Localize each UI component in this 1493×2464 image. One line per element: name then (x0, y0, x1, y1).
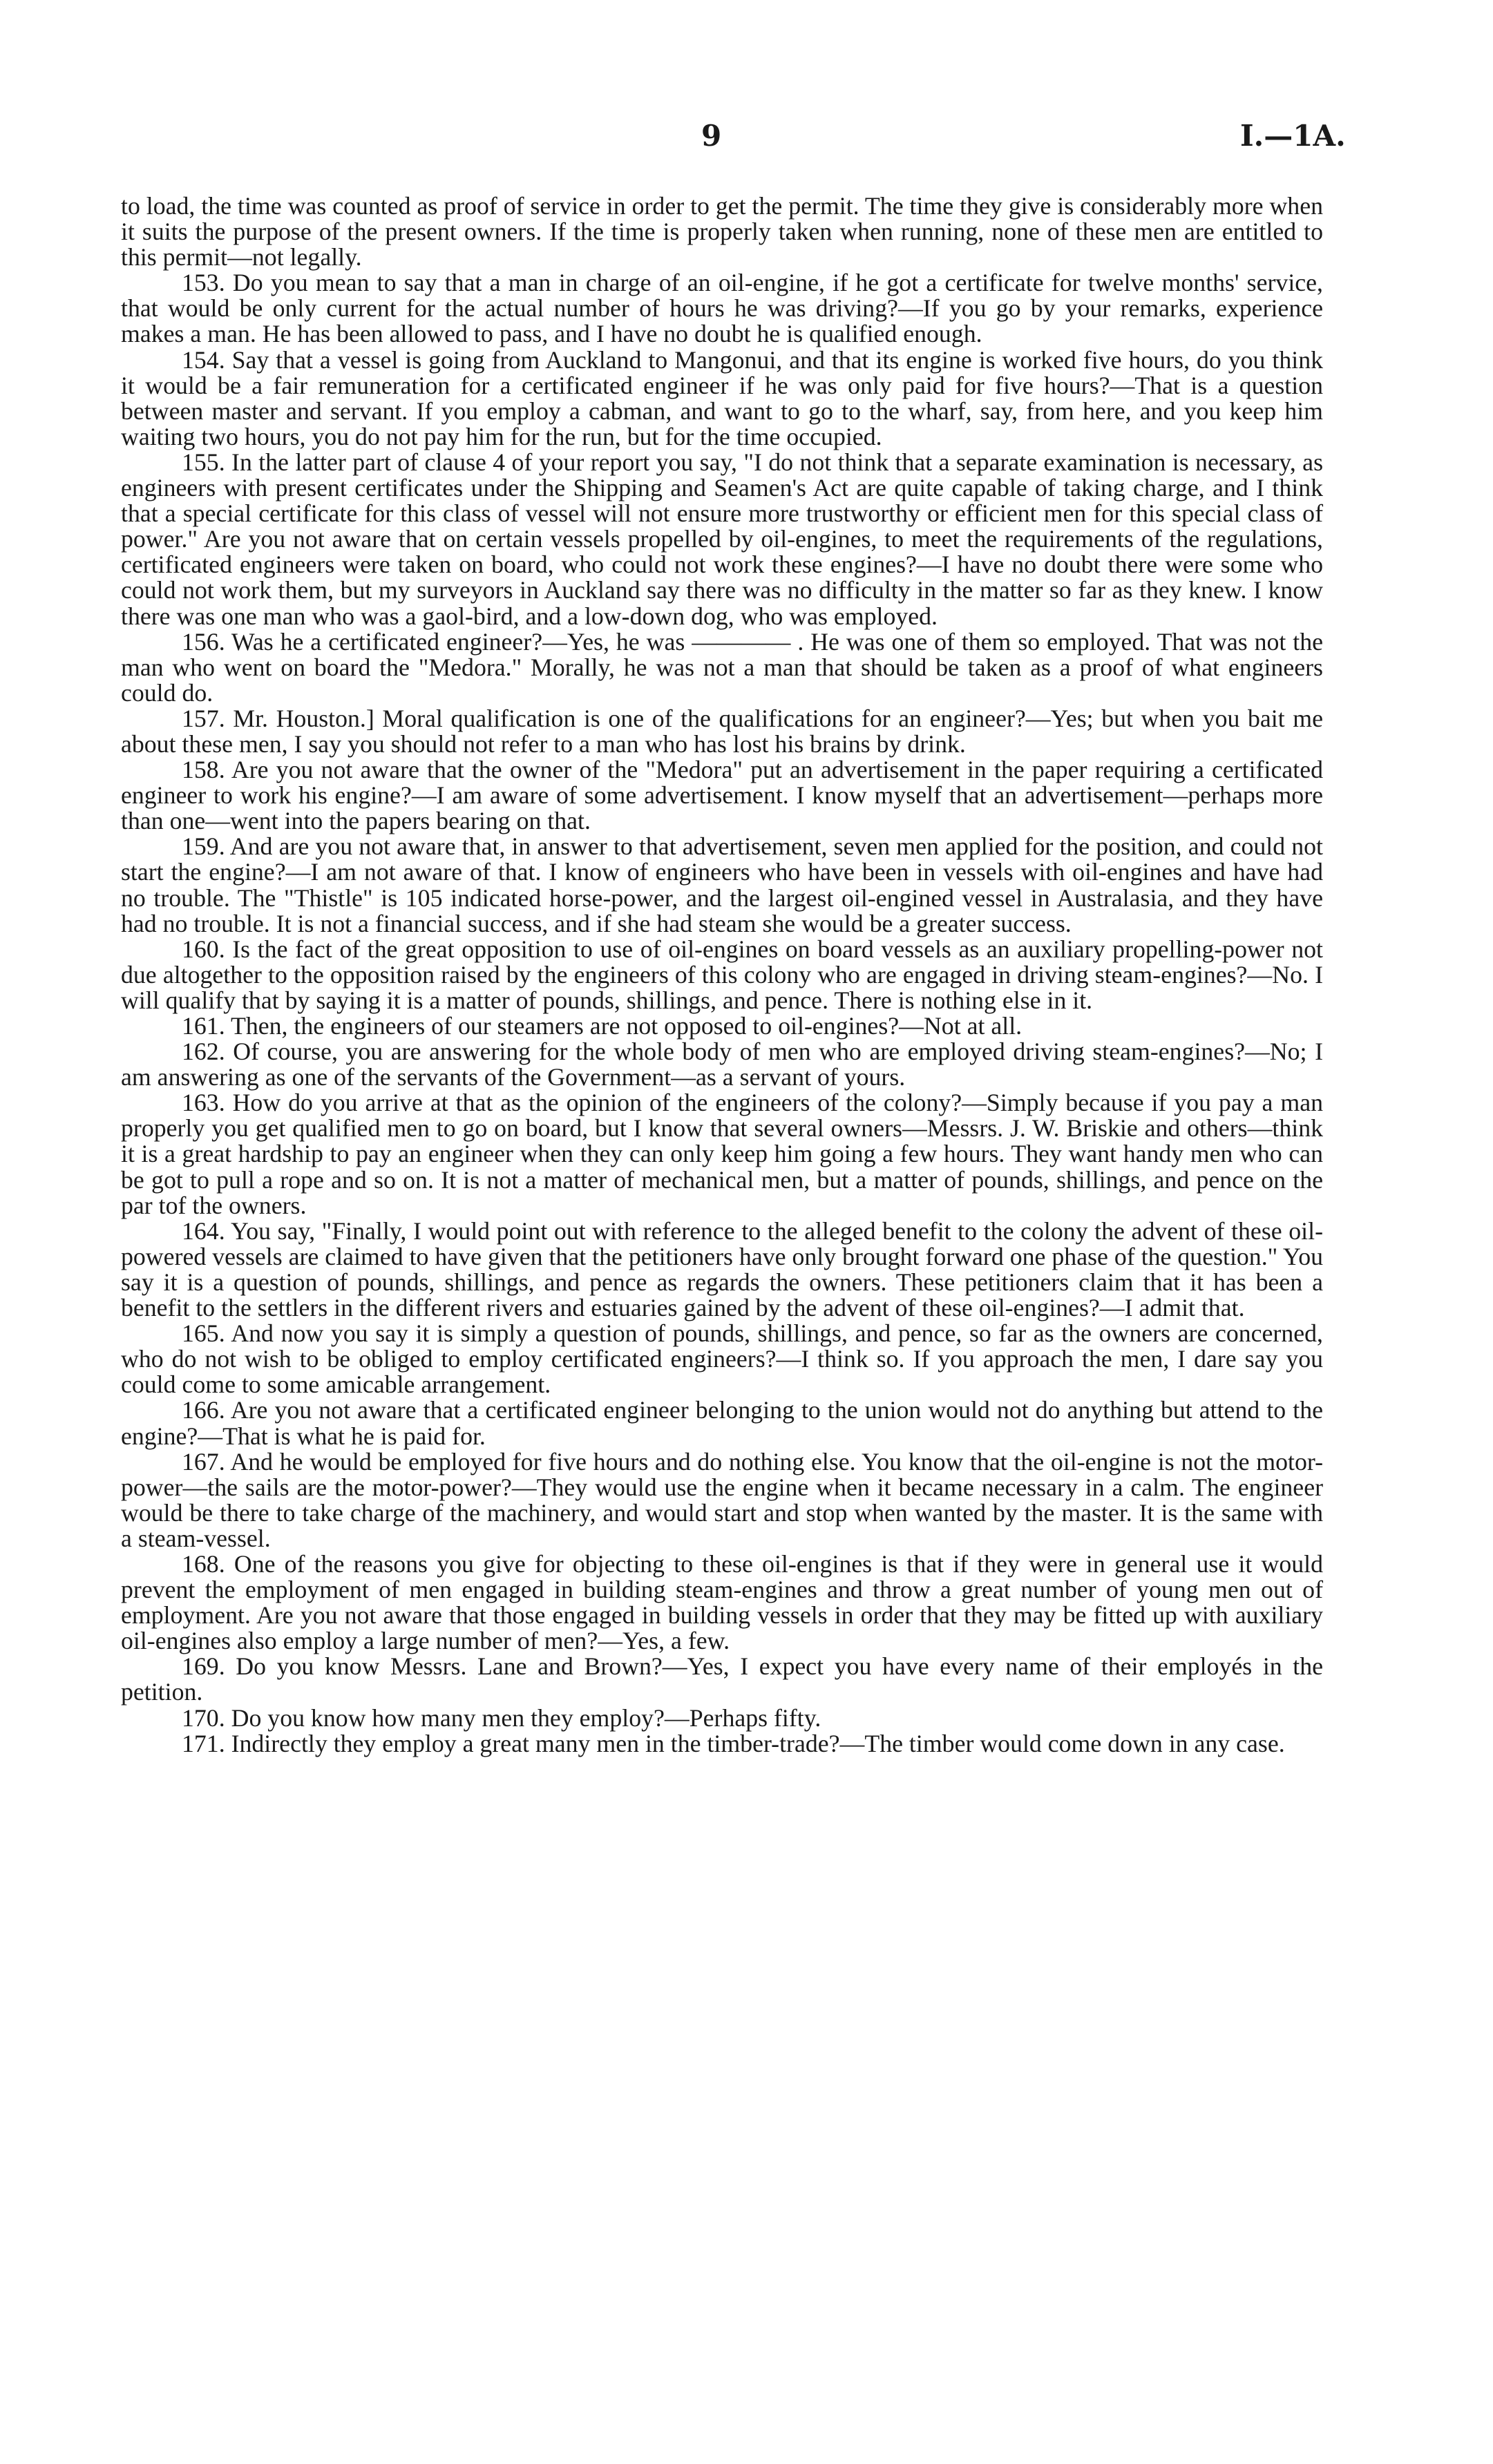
paragraph-164: 164. You say, "Finally, I would point out with reference to the alleged benefit to the colony the advent of these oil-powered vessels are claimed to have given that the petitioners have only brought forward one phase of the question." You say it is a question of pounds, shillings, and pence as regards the owners. These petitioners claim that it has been a benefit to the settlers in the different rivers and estuaries gained by the advent of these oil-engines?—I admit that. (121, 1216, 1323, 1322)
paragraph-160: 160. Is the fact of the great opposition to use of oil-engines on board vessels as an auxiliary propelling-power not due altogether to the opposition raised by the engineers of this colony who are engaged in driving steam-engines?—No. I will qualify that by saying it is a matter of pounds, shillings, and pence. There is nothing else in it. (121, 935, 1323, 1014)
paragraph-171: 171. Indirectly they employ a great many men in the timber-trade?—The timber would come down in any case. (182, 1729, 1285, 1757)
paragraph-168: 168. One of the reasons you give for objecting to these oil-engines is that if they were in general use it would prevent the employment of men engaged in building steam-engines and throw a great number of young men out of employment. Are you not aware that those engaged in building vessels in order that they may be fitted up with auxiliary oil-engines also employ a large number of men?—Yes, a few. (121, 1549, 1323, 1655)
paragraph-154: 154. Say that a vessel is going from Auckland to Mangonui, and that its engine is worked five hours, do you think it would be a fair remuneration for a certificated engineer if he was only paid for five hours?—That is a question between master and servant. If you employ a cabman, and want to go to the wharf, say, from here, and you keep him waiting two hours, you do not pay him for the run, but for the time occupied. (121, 345, 1323, 450)
paragraph-153: 153. Do you mean to say that a man in charge of an oil-engine, if he got a certificate for twelve months' service, that would be only current for the actual number of hours he was driving?—If you go by your remarks, experience makes a man. He has been allowed to pass, and I have no doubt he is qualified enough. (121, 269, 1323, 348)
paragraph-167: 167. And he would be employed for five hours and do nothing else. You know that the oil-engine is not the motor-power—the sails are the motor-power?—They would use the engine when it became necessary in a calm. The engineer would be there to take charge of the machinery, and would start and stop when wanted by the master. It is the same with a steam-vessel. (121, 1447, 1323, 1552)
paragraph-continuation: to load, the time was counted as proof of service in order to get the permit. The time they give is considerably more when it suits the purpose of the present owners. If the time is properly taken when running, none of these men are entitled to this permit—not legally. (121, 192, 1323, 271)
paragraph-170: 170. Do you know how many men they employ?—Perhaps fifty. (182, 1703, 821, 1732)
paragraph-162: 162. Of course, you are answering for the whole body of men who are employed driving steam-engines?—No; I am answering as one of the servants of the Government—as a servant of yours. (121, 1038, 1323, 1091)
paragraph-158: 158. Are you not aware that the owner of the "Medora" put an advertisement in the paper requiring a certificated engineer to work his engine?—I am aware of some advertisement. I know myself that an advertisement—perhaps more than one—went into the papers bearing on that. (121, 756, 1323, 835)
paragraph-157: 157. Mr. Houston.] Moral qualification is one of the qualifications for an engineer?—Yes; but when you bait me about these men, I say you should not refer to a man who has lost his brains by drink. (121, 704, 1323, 758)
paragraph-156: 156. Was he a certificated engineer?—Yes, he was ———— . He was one of them so employed. That was not the man who went on board the "Medora." Morally, he was not a man that should be taken as a proof of what engineers could do. (121, 627, 1323, 707)
paragraph-163: 163. How do you arrive at that as the opinion of the engineers of the colony?—Simply because if you pay a man properly you get qualified men to go on board, but I know that several owners—Messrs. J. W. Briskie and others—think it is a great hardship to pay an engineer when they can only keep him going a few hours. They want handy men who can be got to pull a rope and so on. It is not a matter of mechanical men, but a matter of pounds, shillings, and pence on the par tof the owners. (121, 1089, 1323, 1219)
paragraph-166: 166. Are you not aware that a certificated engineer belonging to the union would not do anything but attend to the engine?—That is what he is paid for. (121, 1396, 1323, 1450)
paragraph-169: 169. Do you know Messrs. Lane and Brown?—Yes, I expect you have every name of their employés in the petition. (121, 1652, 1323, 1706)
document-reference: I.—1A. (1240, 119, 1346, 153)
page-number: 9 (701, 119, 722, 153)
paragraph-155: 155. In the latter part of clause 4 of your report you say, "I do not think that a separate examination is necessary, as engineers with present certificates under the Shipping and Seamen's Act are quite capable of taking charge, and I think that a special certificate for this class of vessel will not ensure more trustworthy or efficient men for this special class of power." Are you not aware that on certain vessels propelled by oil-engines, to meet the requirements of the regulations, certificated engineers were taken on board, who could not work these engines?—I have no doubt there were some who could not work them, but my surveyors in Auckland say there was no difficulty in the matter so far as they knew. I know there was one man who was a gaol-bird, and a low-down dog, who was employed. (121, 448, 1323, 630)
body-text (121, 193, 1323, 1757)
page-header (0, 119, 1493, 160)
paragraph-159: 159. And are you not aware that, in answer to that advertisement, seven men applied for the position, and could not start the engine?—I am not aware of that. I know of engineers who have been in vessels with oil-engines and have had no trouble. The "Thistle" is 105 indicated horse-power, and the largest oil-engined vessel in Australasia, and they have had no trouble. It is not a financial success, and if she had steam she would be a greater success. (121, 832, 1323, 937)
paragraph-165: 165. And now you say it is simply a question of pounds, shillings, and pence, so far as the owners are concerned, who do not wish to be obliged to employ certificated engineers?—I think so. If you approach the men, I dare say you could come to some amicable arrangement. (121, 1319, 1323, 1399)
paragraph-161: 161. Then, the engineers of our steamers are not opposed to oil-engines?—Not at all. (182, 1012, 1023, 1040)
